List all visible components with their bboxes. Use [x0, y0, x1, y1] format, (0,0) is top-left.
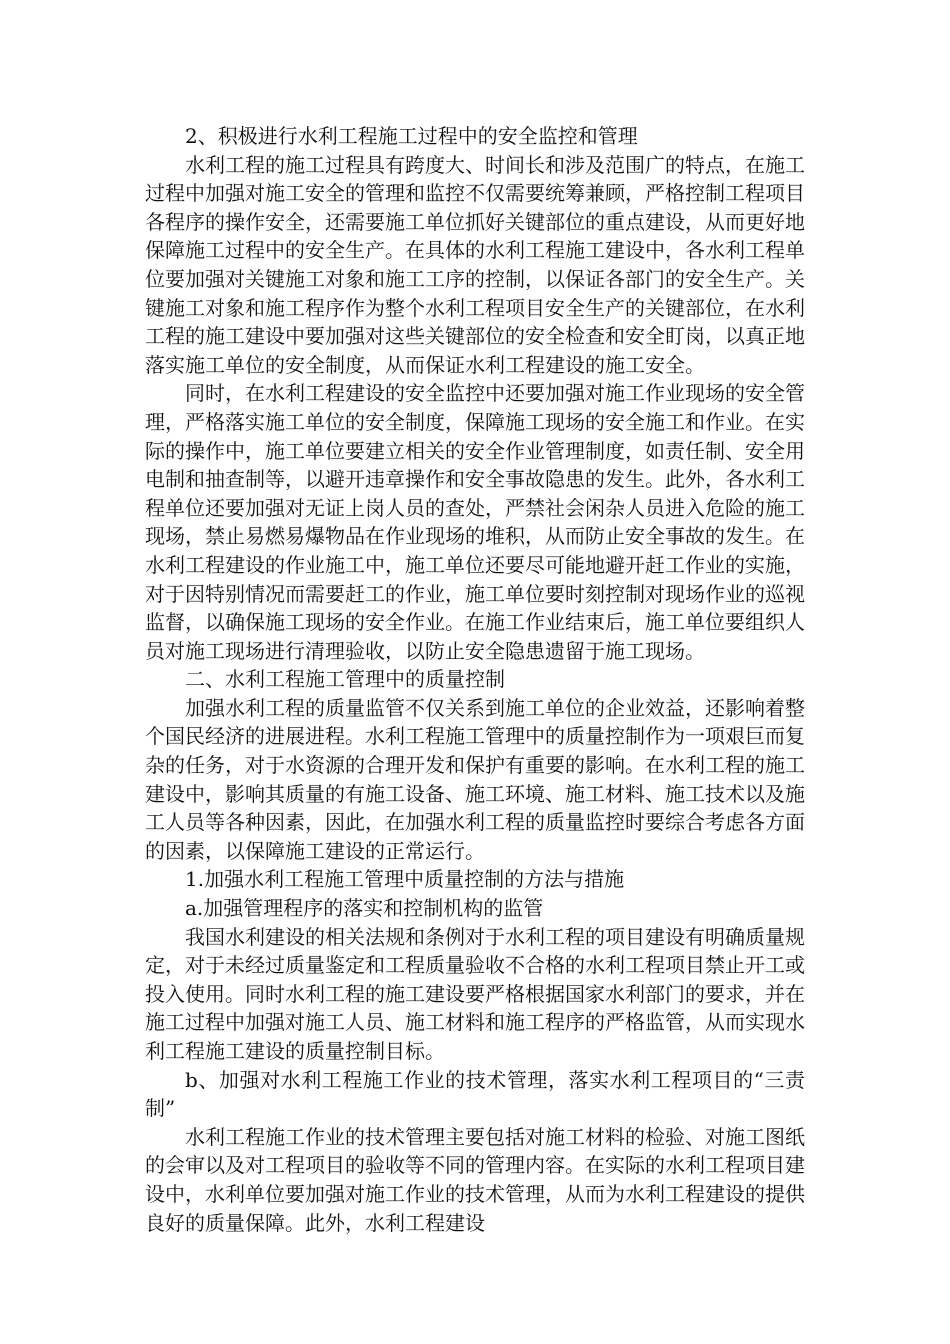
body-paragraph: 水利工程施工作业的技术管理主要包括对施工材料的检验、对施工图纸的会审以及对工程项目的验收等不同的管理内容。在实际的水利工程项目建设中，水利单位要加强对施工作业的技术管理，从而为水利工程建设的提供良好的质量保障。此外，水利工程建设 — [145, 1124, 805, 1235]
subsection-heading: 1.加强水利工程施工管理中质量控制的方法与措施 — [185, 867, 625, 892]
section-heading: 2、积极进行水利工程施工过程中的安全监控和管理 — [185, 124, 638, 148]
section-heading: 二、水利工程施工管理中的质量控制 — [185, 667, 505, 692]
body-paragraph: 同时，在水利工程建设的安全监控中还要加强对施工作业现场的安全管理，严格落实施工单位的安全制度，保障施工现场的安全施工和作业。在实际的操作中，施工单位要建立相关的安全作业管理制度，如责任制、安全用电制和抽查制等，以避开违章操作和安全事故隐患的发生。此外，各水利工程单位还要加强对无证上岗人员的查处，严禁社会闲杂人员进入危险的施工现场，禁止易燃易爆物品在作业现场的堆积，从而防止安全事故的发生。在水利工程建设的作业施工中，施工单位还要尽可能地避开赶工作业的实施，对于因特别情况而需要赶工的作业，施工单位要时刻控制对现场作业的巡视监督，以确保施工现场的安全作业。在施工作业结束后，施工单位要组织人员对施工现场进行清理验收，以防止安全隐患遗留于施工现场。 — [145, 381, 805, 663]
body-paragraph: 水利工程的施工过程具有跨度大、时间长和涉及范围广的特点，在施工过程中加强对施工安全的管理和监控不仅需要统筹兼顾，严格控制工程项目各程序的操作安全，还需要施工单位抓好关键部位的重点建设，从而更好地保障施工过程中的安全生产。在具体的水利工程施工建设中，各水利工程单位要加强对关键施工对象和施工工序的控制，以保证各部门的安全生产。关键施工对象和施工程序作为整个水利工程项目安全生产的关键部位，在水利工程的施工建设中要加强对这些关键部位的安全检查和安全盯岗，以真正地落实施工单位的安全制度，从而保证水利工程建设的施工安全。 — [145, 152, 805, 377]
body-paragraph: 我国水利建设的相关法规和条例对于水利工程的项目建设有明确质量规定，对于未经过质量鉴定和工程质量验收不合格的水利工程项目禁止开工或投入使用。同时水利工程的施工建设要严格根据国家水利部门的要求，并在施工过程中加强对施工人员、施工材料和施工程序的严格监管，从而实现水利工程施工建设的质量控制目标。 — [145, 924, 805, 1063]
subsection-heading: a.加强管理程序的落实和控制机构的监管 — [185, 896, 544, 921]
body-paragraph: 加强水利工程的质量监管不仅关系到施工单位的企业效益，还影响着整个国民经济的进展进程。水利工程施工管理中的质量控制作为一项艰巨而复杂的任务，对于水资源的合理开发和保护有重要的影响。在水利工程的施工建设中，影响其质量的有施工设备、施工环境、施工材料、施工技术以及施工人员等各种因素，因此，在加强水利工程的质量监控时要综合考虑各方面的因素，以保障施工建设的正常运行。 — [145, 695, 805, 863]
subsection-heading: b、加强对水利工程施工作业的技术管理，落实水利工程项目的“三责制” — [145, 1067, 805, 1121]
document-page — [145, 122, 805, 1237]
